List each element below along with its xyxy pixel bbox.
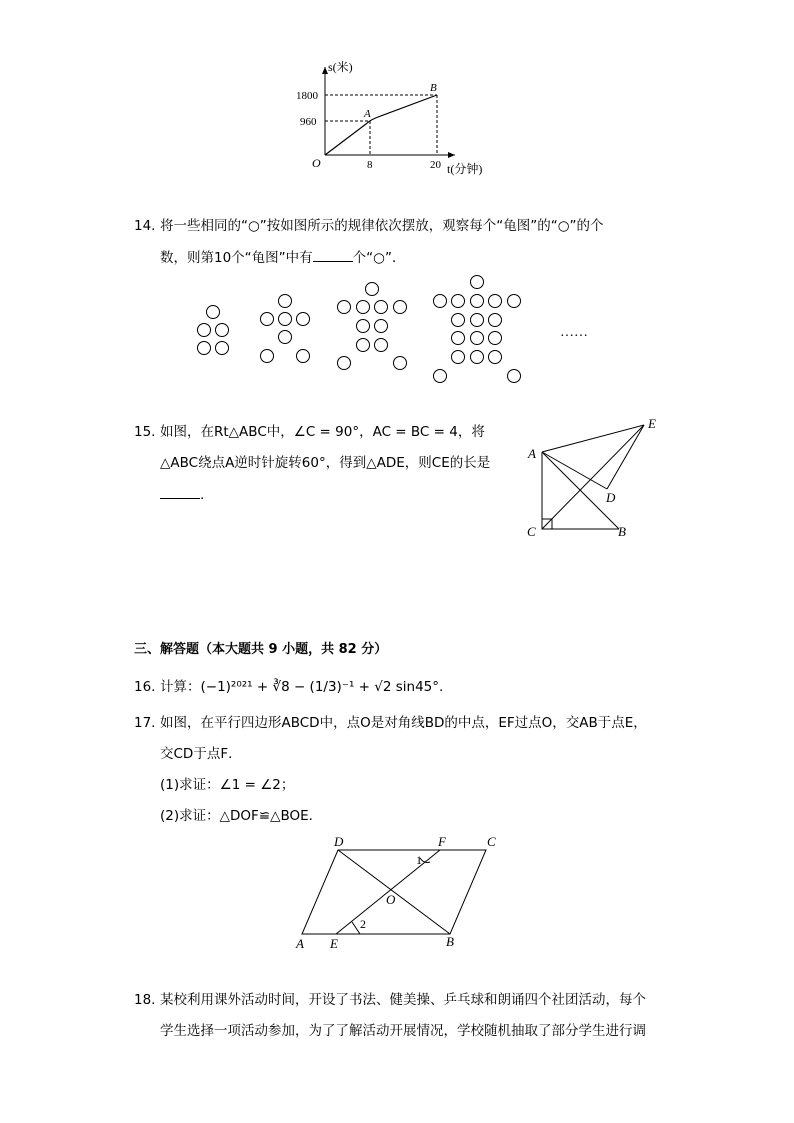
distance-time-graph [290, 55, 500, 180]
q17-line1: 如图，在平行四边形ABCD中，点O是对角线BD的中点，EF过点O，交AB于点E， [160, 715, 647, 731]
y-tick-1800: 1800 [296, 90, 318, 102]
q18-line1: 某校利用课外活动时间，开设了书法、健美操、乒乓球和朗诵四个社团活动，每个 [160, 992, 646, 1008]
q14-line1: 将一些相同的“○”按如图所示的规律依次摆放，观察每个“龟图”的“○”的个 [160, 218, 604, 234]
parallelogram-figure [290, 830, 510, 955]
q15-line3-post: . [200, 487, 205, 503]
q17-line2: 交CD于点F． [160, 746, 242, 762]
q18-line2: 学生选择一项活动参加，为了了解活动开展情况，学校随机抽取了部分学生进行调 [160, 1023, 646, 1039]
q17-label-two: 2 [360, 917, 366, 931]
y-tick-960: 960 [300, 116, 317, 128]
q16-expression: 计算：(−1)²⁰²¹ + ∛8 − (1/3)⁻¹ + √2 sin45°. [160, 679, 444, 695]
point-b-label: B [430, 82, 437, 94]
q15-line2: △ABC绕点A逆时针旋转60°，得到△ADE，则CE的长是 [160, 455, 491, 471]
point-a-label: A [364, 108, 371, 120]
q17-label-o: O [386, 892, 396, 907]
q15-line1: 如图，在Rt△ABC中，∠C = 90°，AC = BC = 4，将 [160, 424, 485, 440]
q14-line2 [160, 247, 405, 268]
q16-number: 16. [134, 679, 156, 695]
q14-line2-pre: 数，则第10个“龟图”中有 [160, 250, 313, 266]
q15-label-d: D [606, 490, 616, 505]
section3-title: 三、解答题（本大题共 9 小题，共 82 分） [134, 642, 388, 657]
q17-label-a: A [296, 936, 304, 951]
q15-number: 15. [134, 424, 156, 440]
q17-part1: (1)求证：∠1 = ∠2； [160, 777, 295, 793]
q14-answer-blank[interactable] [313, 247, 353, 262]
q17-label-e: E [330, 936, 338, 951]
q18-number: 18. [134, 992, 156, 1008]
q15-answer-blank[interactable] [160, 484, 200, 499]
rotation-triangle-figure [522, 412, 672, 542]
q15-label-a: A [528, 446, 536, 461]
q17-label-d: D [334, 834, 344, 849]
q17-label-b: B [446, 934, 454, 949]
y-axis-label: s(米) [328, 60, 353, 74]
q15-label-e: E [648, 416, 656, 431]
q15-line3 [160, 484, 204, 505]
q17-part2: (2)求证：△DOF≌△BOE． [160, 808, 323, 824]
turtle-circle-patterns [185, 270, 615, 390]
q15-label-c: C [527, 524, 536, 539]
q15-label-b: B [618, 524, 626, 539]
q17-number: 17. [134, 715, 156, 731]
q14-line2-post: 个“○”． [352, 250, 406, 266]
q17-label-f: F [438, 834, 446, 849]
q14-number: 14. [134, 218, 156, 234]
q17-label-one: 1 [416, 853, 422, 867]
q17-label-c: C [487, 834, 496, 849]
pattern-ellipsis: …… [560, 325, 588, 340]
x-axis-label: t(分钟) [447, 162, 483, 176]
x-tick-8: 8 [367, 159, 373, 171]
origin-label: O [312, 156, 321, 170]
x-tick-20: 20 [430, 159, 441, 171]
